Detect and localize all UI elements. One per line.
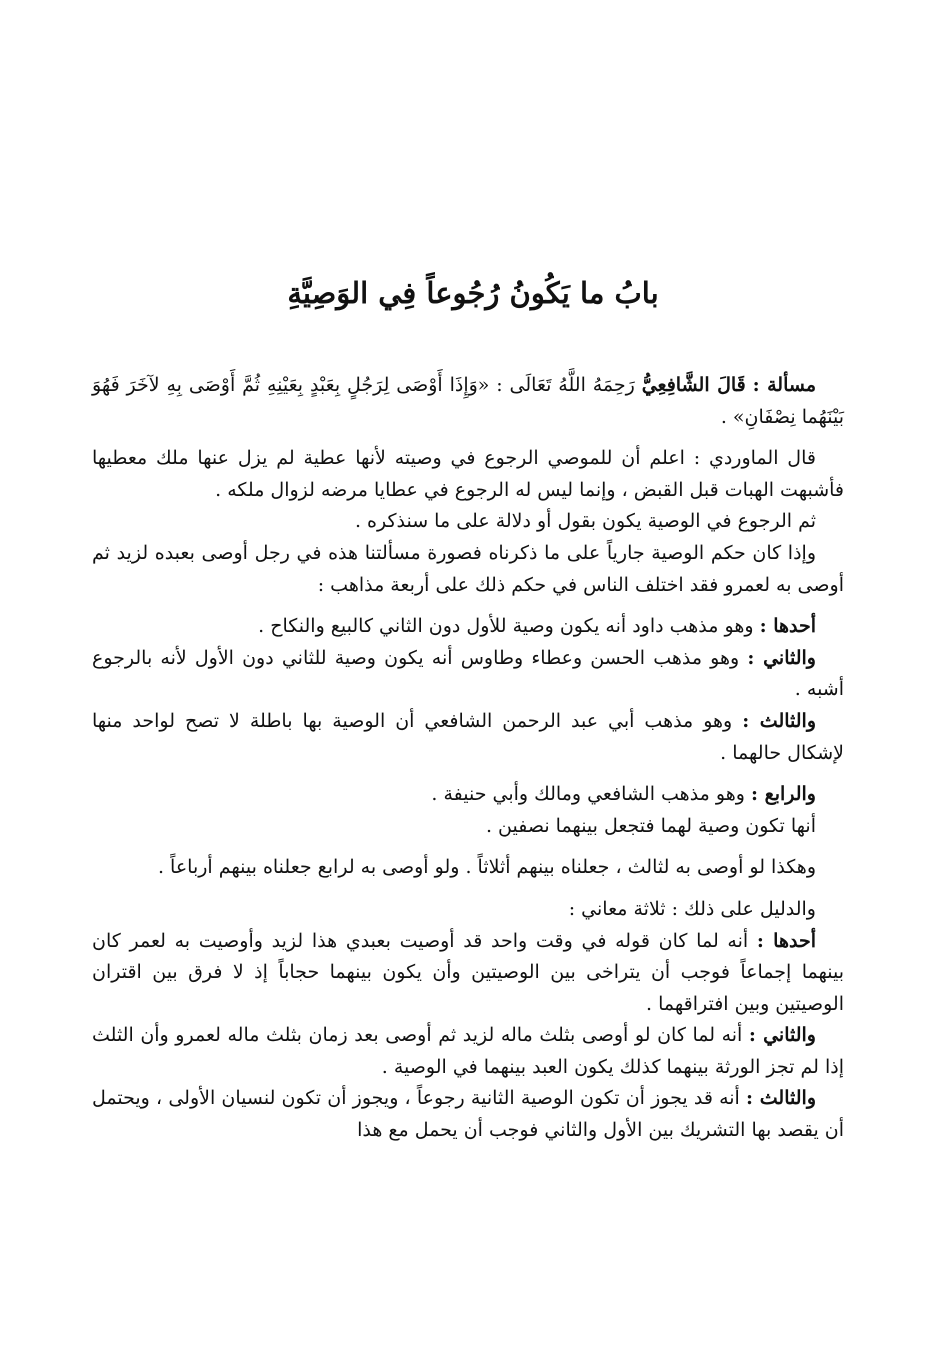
paragraph-view-4 xyxy=(92,779,844,811)
paragraph-lead: والرابع : xyxy=(750,783,816,806)
paragraph-text: وهو مذهب الشافعي ومالك وأبي حنيفة . xyxy=(431,783,745,806)
paragraph-lead: والثالث : xyxy=(742,709,816,732)
issue-label: مسألة : xyxy=(752,374,817,396)
paragraph-lead: أحدها : xyxy=(756,929,816,952)
paragraph-lead: والثاني : xyxy=(747,646,816,669)
paragraph-text: ثم الرجوع في الوصية يكون بقول أو دلالة على ما سنذكره . xyxy=(354,510,816,533)
paragraph-lead: أحدها : xyxy=(759,615,816,638)
issue-paragraph xyxy=(92,370,844,433)
paragraph-thirds xyxy=(92,852,844,884)
paragraph-halves xyxy=(92,811,844,843)
paragraph-text: أنه لما كان قوله في وقت واحد قد أوصيت بعبدي هذا لزيد وأوصيت به لعمر كان بينهما إجماعاً فوجب أن يتراخى بين الوصيتين وأن يكون بينهما حجاباً إذ لا فرق بين اقتران الوصيتين وبين افتراقهما . xyxy=(92,929,844,1015)
chapter-title: بابُ ما يَكُونُ رُجُوعاً فِي الوَصِيَّةِ xyxy=(287,276,659,310)
paragraph-evidence xyxy=(92,894,844,926)
paragraph-mawardi xyxy=(92,443,844,506)
paragraph-text: وهكذا لو أوصى به لثالث ، جعلناه بينهم أثلاثاً . ولو أوصى به لرابع جعلناه بينهم أرباعاً . xyxy=(157,856,816,879)
paragraph-text: وهو مذهب أبي عبد الرحمن الشافعي أن الوصية بها باطلة لا تصح لواحد منها لإشكال حالهما . xyxy=(92,709,844,764)
paragraph-text: وإذا كان حكم الوصية جارياً على ما ذكرناه فصورة مسألتنا هذه في رجل أوصى بعبده لزيد ثم أوصى به لعمرو فقد اختلف الناس في حكم ذلك على أربعة مذاهب : xyxy=(92,541,844,596)
paragraph-evidence-2 xyxy=(92,1020,844,1083)
paragraph-view-1 xyxy=(92,611,844,643)
paragraph-return xyxy=(92,506,844,538)
paragraph-text: وهو مذهب داود أنه يكون وصية للأول دون الثاني كالبيع والنكاح . xyxy=(258,615,754,638)
paragraph-text: أنه لما كان لو أوصى بثلث ماله لزيد ثم أوصى بعد زمان بثلث ماله لعمرو وأن الثلث إذا لم تجز الورثة بينهما كذلك يكون العبد بينهما في الوصية . xyxy=(92,1024,844,1078)
paragraph-lead: والثاني : xyxy=(748,1024,816,1047)
paragraph-lead: والثالث : xyxy=(746,1087,816,1110)
page-body xyxy=(92,370,844,1147)
paragraph-text: أنها تكون وصية لهما فتجعل بينهما نصفين . xyxy=(485,814,816,837)
paragraph-evidence-1 xyxy=(92,926,844,1021)
paragraph-view-3 xyxy=(92,706,844,769)
paragraph-text: قال الماوردي : اعلم أن للموصي الرجوع في وصيته لأنها عطية لم يزل عنها ملك معطيها فأشبهت الهبات قبل القبض ، وإنما ليس له الرجوع في عطايا مرضه لزوال ملكه . xyxy=(92,447,844,501)
paragraph-text: والدليل على ذلك : ثلاثة معاني : xyxy=(568,897,816,920)
paragraph-four-views xyxy=(92,538,844,601)
paragraph-text: أنه قد يجوز أن تكون الوصية الثانية رجوعاً ، ويجوز أن تكون لنسيان الأولى ، ويحتمل أن يقصد بها التشريك بين الأول والثاني فوجب أن يحمل مع هذا xyxy=(92,1087,844,1142)
paragraph-evidence-3 xyxy=(92,1083,844,1146)
paragraph-view-2 xyxy=(92,643,844,706)
paragraph-text: وهو مذهب الحسن وعطاء وطاوس أنه يكون وصية للثاني دون الأول لأنه بالرجوع أشبه . xyxy=(92,646,844,701)
issue-author: قَالَ الشَّافِعِيُّ xyxy=(641,374,746,396)
issue-quote: رَحِمَهُ اللَّهُ تَعَالَى : «وَإِذَا أَوْصَى لِرَجُلٍ بِعَبْدٍ بِعَيْنِهِ ثُمَّ أَوْصَى بِهِ لآخَرَ فَهُوَ بَيْنَهُما نِصْفَانِ» . xyxy=(92,374,844,428)
